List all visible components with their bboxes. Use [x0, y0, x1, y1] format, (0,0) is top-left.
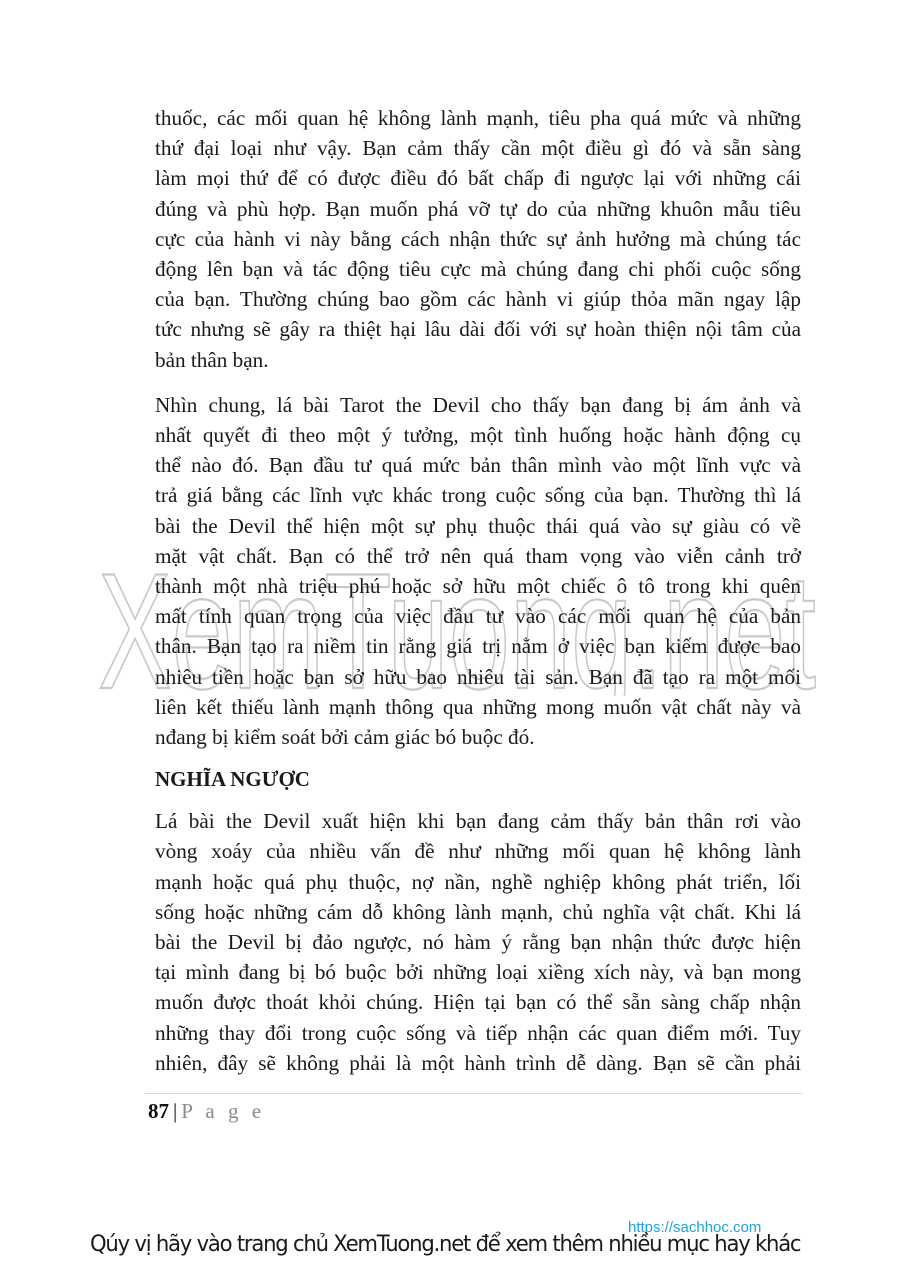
watermark-text: XemTuong.net [98, 566, 816, 696]
text-line: nhiên, đây sẽ không phải là một hành trình dễ dàng. Bạn sẽ cần phải [155, 1050, 801, 1075]
site-link[interactable]: https://sachhoc.com [628, 1219, 762, 1236]
text-line: những thay đổi trong cuộc sống và tiếp nhận các quan điểm mới. Tuy [155, 1020, 801, 1045]
text-line: nhất quyết đi theo một ý tưởng, một tình huống hoặc hành động cụ [155, 423, 801, 448]
text-line: mất tính quan trọng của việc đầu tư vào các mối quan hệ của bản [155, 604, 801, 629]
text-line: Nhìn chung, lá bài Tarot the Devil cho thấy bạn đang bị ám ảnh và [155, 392, 801, 417]
text-line: cực của hành vi này bằng cách nhận thức sự ảnh hưởng mà chúng tác [155, 226, 801, 251]
text-line: đúng và phù hợp. Bạn muốn phá vỡ tự do của những khuôn mẫu tiêu [155, 196, 801, 221]
text-line: liên kết thiếu lành mạnh thông qua những mong muốn vật chất này và [155, 694, 801, 719]
text-line: thân. Bạn tạo ra niềm tin rằng giá trị nằm ở việc bạn kiếm được bao [155, 634, 801, 659]
text-line: làm mọi thứ để có được điều đó bất chấp đi ngược lại với những cái [155, 166, 801, 191]
text-line: thành một nhà triệu phú hoặc sở hữu một chiếc ô tô trong khi quên [155, 574, 801, 599]
text-line: sống hoặc những cám dỗ không lành mạnh, chủ nghĩa vật chất. Khi lá [155, 899, 801, 924]
text-line: Lá bài the Devil xuất hiện khi bạn đang cảm thấy bản thân rơi vào [155, 809, 801, 834]
page-content [155, 103, 801, 1078]
paragraph-1 [155, 103, 801, 375]
text-line: muốn được thoát khỏi chúng. Hiện tại bạn có thể sẵn sàng chấp nhận [155, 990, 801, 1015]
text-line: của bạn. Thường chúng bao gồm các hành vi giúp thỏa mãn ngay lập [155, 287, 801, 312]
text-line: thể nào đó. Bạn đầu tư quá mức bản thân mình vào một lĩnh vực và [155, 453, 801, 478]
text-line: vòng xoáy của nhiều vấn đề như những mối quan hệ không lành [155, 839, 801, 864]
text-line: bài the Devil bị đảo ngược, nó hàm ý rằng bạn nhận thức được hiện [155, 930, 801, 955]
page-number: 87 [148, 1099, 169, 1123]
text-line: nđang bị kiểm soát bởi cảm giác bó buộc đó. [155, 725, 535, 750]
text-line: thuốc, các mối quan hệ không lành mạnh, tiêu pha quá mức và những [155, 106, 801, 130]
text-line: bài the Devil thể hiện một sự phụ thuộc thái quá vào sự giàu có về [155, 513, 801, 538]
text-line: tức nhưng sẽ gây ra thiệt hại lâu dài đối với sự hoàn thiện nội tâm của [155, 317, 801, 342]
text-line: động lên bạn và tác động tiêu cực mà chúng đang chi phối cuộc sống [155, 257, 801, 282]
text-line: tại mình đang bị bó buộc bởi những loại xiềng xích này, và bạn mong [155, 960, 801, 985]
section-heading: NGHĨA NGƯỢC [155, 767, 310, 792]
text-line: mạnh hoặc quá phụ thuộc, nợ nần, nghề nghiệp không phát triển, lối [155, 869, 801, 894]
footer-separator: | [173, 1099, 178, 1123]
text-line: mặt vật chất. Bạn có thể trở nên quá tham vọng vào viễn cảnh trở [155, 543, 801, 568]
page-label: P a g e [181, 1099, 266, 1123]
text-line: bản thân bạn. [155, 347, 269, 372]
footer-divider [145, 1093, 803, 1094]
promo-banner-text: Qúy vị hãy vào trang chủ XemTuong.net để xem thêm nhiều mục hay khác [90, 1231, 801, 1257]
paragraph-2 [155, 390, 801, 752]
text-line: nhiêu tiền hoặc bạn sở hữu bao nhiêu tài sản. Bạn đã tạo ra một mối [155, 664, 801, 689]
text-line: thứ đại loại như vậy. Bạn cảm thấy cần một điều gì đó và sẵn sàng [155, 136, 801, 161]
page-footer [148, 1097, 265, 1125]
text-line: trả giá bằng các lĩnh vực khác trong cuộc sống của bạn. Thường thì lá [155, 483, 801, 508]
paragraph-3 [155, 806, 801, 1078]
